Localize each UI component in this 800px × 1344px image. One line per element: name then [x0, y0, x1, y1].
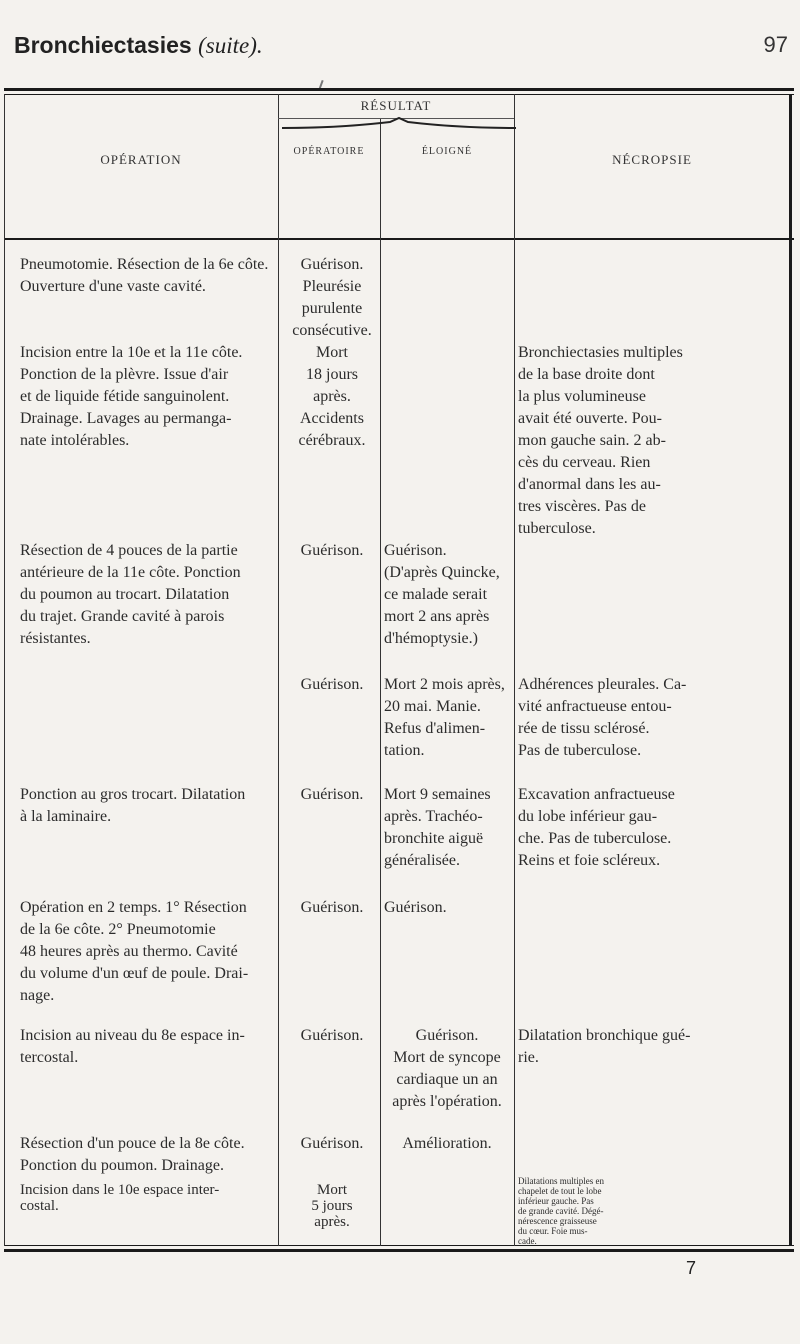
text-line: rée de tissu sclérosé. [518, 720, 650, 737]
text-line: cérébraux. [298, 432, 366, 449]
header-eloigne: ÉLOIGNÉ [421, 146, 473, 157]
text-line: mon gauche sain. 2 ab- [518, 432, 666, 449]
row-4-necropsie [518, 674, 768, 762]
row-2-operation [20, 342, 280, 452]
row-9-necropsie [518, 1176, 768, 1246]
text-line: Pneumotomie. Résection de la 6e côte. [20, 256, 269, 273]
text-line: Dilatation bronchique gué- [518, 1027, 691, 1044]
running-head-subtitle: (suite). [198, 33, 263, 58]
text-line: tuberculose. [518, 520, 596, 537]
header-rule [4, 238, 794, 240]
text-line: Accidents [300, 410, 364, 427]
text-line: costal. [20, 1198, 59, 1214]
text-line: généralisée. [384, 852, 460, 869]
text-line: Incision entre la 10e et la 11e côte. [20, 344, 243, 361]
text-line: après l'opération. [392, 1093, 502, 1110]
row-7-operation [20, 1025, 280, 1069]
text-line: Bronchiectasies multiples [518, 344, 683, 361]
text-line: Opération en 2 temps. 1° Résection [20, 899, 247, 916]
text-line: Ponction de la plèvre. Issue d'air [20, 366, 229, 383]
row-3-operatoire [284, 540, 380, 562]
text-line: 20 mai. Manie. [384, 698, 481, 715]
running-head [14, 32, 788, 59]
text-line: Drainage. Lavages au permanga- [20, 410, 232, 427]
text-line: Mort de syncope [393, 1049, 501, 1066]
row-3-operation [20, 540, 280, 650]
text-line: d'hémoptysie.) [384, 630, 478, 647]
text-line: Guérison. [415, 1027, 479, 1044]
row-5-operatoire [284, 784, 380, 806]
text-line: Résection d'un pouce de la 8e côte. [20, 1135, 245, 1152]
text-line: consécutive. [292, 322, 372, 339]
row-5-eloigne [384, 784, 510, 872]
text-line: cardiaque un an [396, 1071, 498, 1088]
text-line: nage. [20, 987, 55, 1004]
text-line: d'anormal dans les au- [518, 476, 661, 493]
text-line: tres viscères. Pas de [518, 498, 646, 515]
text-line: 18 jours [306, 366, 358, 383]
text-line: résistantes. [20, 630, 91, 647]
row-4-eloigne [384, 674, 510, 762]
text-line: Mort [317, 1182, 347, 1198]
row-8-operation [20, 1133, 280, 1177]
text-line: nérescence graisseuse [518, 1216, 597, 1226]
text-line: Guérison. [300, 542, 364, 559]
text-line: Guérison. [300, 899, 364, 916]
text-line: tercostal. [20, 1049, 79, 1066]
row-5-necropsie [518, 784, 768, 872]
text-line: avait été ouverte. Pou- [518, 410, 662, 427]
text-line: Guérison. [384, 542, 447, 559]
text-line: Pleurésie [302, 278, 362, 295]
text-line: Guérison. [300, 1027, 364, 1044]
text-line: cade. [518, 1236, 537, 1246]
column-divider-right [789, 94, 792, 1246]
row-7-eloigne [384, 1025, 510, 1113]
text-line: de la base droite dont [518, 366, 655, 383]
row-7-operatoire [284, 1025, 380, 1047]
footer-mark: 7 [686, 1258, 697, 1278]
row-9-operation [20, 1182, 280, 1214]
text-line: antérieure de la 11e côte. Ponction [20, 564, 241, 581]
resultat-brace [280, 116, 518, 130]
text-line: du poumon au trocart. Dilatation [20, 586, 230, 603]
text-line: Ponction au gros trocart. Dilatation [20, 786, 246, 803]
text-line: à la laminaire. [20, 808, 112, 825]
text-line: mort 2 ans après [384, 608, 490, 625]
text-line: 48 heures après au thermo. Cavité [20, 943, 238, 960]
text-line: Résection de 4 pouces de la partie [20, 542, 238, 559]
column-divider [514, 94, 515, 1246]
row-1-operatoire [284, 254, 380, 342]
text-line: après. Trachéo- [384, 808, 483, 825]
row-2-necropsie [518, 342, 768, 540]
text-line: ce malade serait [384, 586, 488, 603]
text-line: Incision au niveau du 8e espace in- [20, 1027, 245, 1044]
text-line: et de liquide fétide sanguinolent. [20, 388, 230, 405]
text-line: vité anfractueuse entou- [518, 698, 672, 715]
text-line: rie. [518, 1049, 539, 1066]
row-1-operation [20, 254, 280, 298]
text-line: Guérison. [384, 899, 447, 916]
text-line: tation. [384, 742, 425, 759]
row-7-necropsie [518, 1025, 768, 1069]
text-line: purulente [301, 300, 363, 317]
text-line: Pas de tuberculose. [518, 742, 642, 759]
running-head-title: Bronchiectasies [14, 32, 192, 58]
text-line: cès du cerveau. Rien [518, 454, 651, 471]
row-9-operatoire [284, 1182, 380, 1230]
row-3-eloigne [384, 540, 510, 650]
row-4-operatoire [284, 674, 380, 696]
text-line: Guérison. [300, 1135, 364, 1152]
text-line: Dilatations multiples en [518, 1176, 604, 1186]
header-operatoire: OPÉRATOIRE [293, 146, 365, 157]
text-line: après. [314, 1214, 350, 1230]
page-number: 97 [763, 32, 788, 57]
table-top-rule [4, 88, 794, 91]
row-6-operation [20, 897, 280, 1007]
text-line: Incision dans le 10e espace inter- [20, 1182, 220, 1198]
table-bottom-rule [4, 1249, 794, 1252]
text-line: de la 6e côte. 2° Pneumotomie [20, 921, 216, 938]
row-5-operation [20, 784, 280, 828]
text-line: Reins et foie scléreux. [518, 852, 661, 869]
row-8-operatoire [284, 1133, 380, 1155]
text-line: Adhérences pleurales. Ca- [518, 676, 687, 693]
text-line: Refus d'alimen- [384, 720, 486, 737]
text-line: de grande cavité. Dégé- [518, 1206, 604, 1216]
row-6-eloigne [384, 897, 510, 919]
text-line: nate intolérables. [20, 432, 130, 449]
header-operation: OPÉRATION [100, 152, 182, 167]
text-line: du cœur. Foie mus- [518, 1226, 588, 1236]
text-line: Guérison. [300, 256, 364, 273]
column-divider [380, 118, 381, 1246]
row-2-operatoire [284, 342, 380, 452]
text-line: Excavation anfractueuse [518, 786, 675, 803]
text-line: (D'après Quincke, [384, 564, 500, 581]
column-divider [4, 94, 5, 1246]
text-line: Ponction du poumon. Drainage. [20, 1157, 224, 1174]
text-line: Mort 2 mois après, [384, 676, 505, 693]
text-line: inférieur gauche. Pas [518, 1196, 594, 1206]
header-resultat: RÉSULTAT [360, 98, 432, 113]
text-line: Ouverture d'une vaste cavité. [20, 278, 206, 295]
text-line: Mort 9 semaines [384, 786, 491, 803]
text-line: chapelet de tout le lobe [518, 1186, 602, 1196]
text-line: Guérison. [300, 786, 364, 803]
text-line: bronchite aiguë [384, 830, 484, 847]
row-8-eloigne [384, 1133, 510, 1155]
text-line: Guérison. [300, 676, 364, 693]
text-line: che. Pas de tuberculose. [518, 830, 672, 847]
text-line: la plus volumineuse [518, 388, 646, 405]
text-line: Mort [316, 344, 348, 361]
text-line: 5 jours [311, 1198, 353, 1214]
text-line: du volume d'un œuf de poule. Drai- [20, 965, 249, 982]
row-6-operatoire [284, 897, 380, 919]
text-line: après. [313, 388, 351, 405]
text-line: du trajet. Grande cavité à parois [20, 608, 225, 625]
text-line: Amélioration. [402, 1135, 492, 1152]
table-top-rule-thin [4, 94, 794, 95]
text-line: du lobe inférieur gau- [518, 808, 658, 825]
header-necropsie: NÉCROPSIE [612, 152, 692, 167]
